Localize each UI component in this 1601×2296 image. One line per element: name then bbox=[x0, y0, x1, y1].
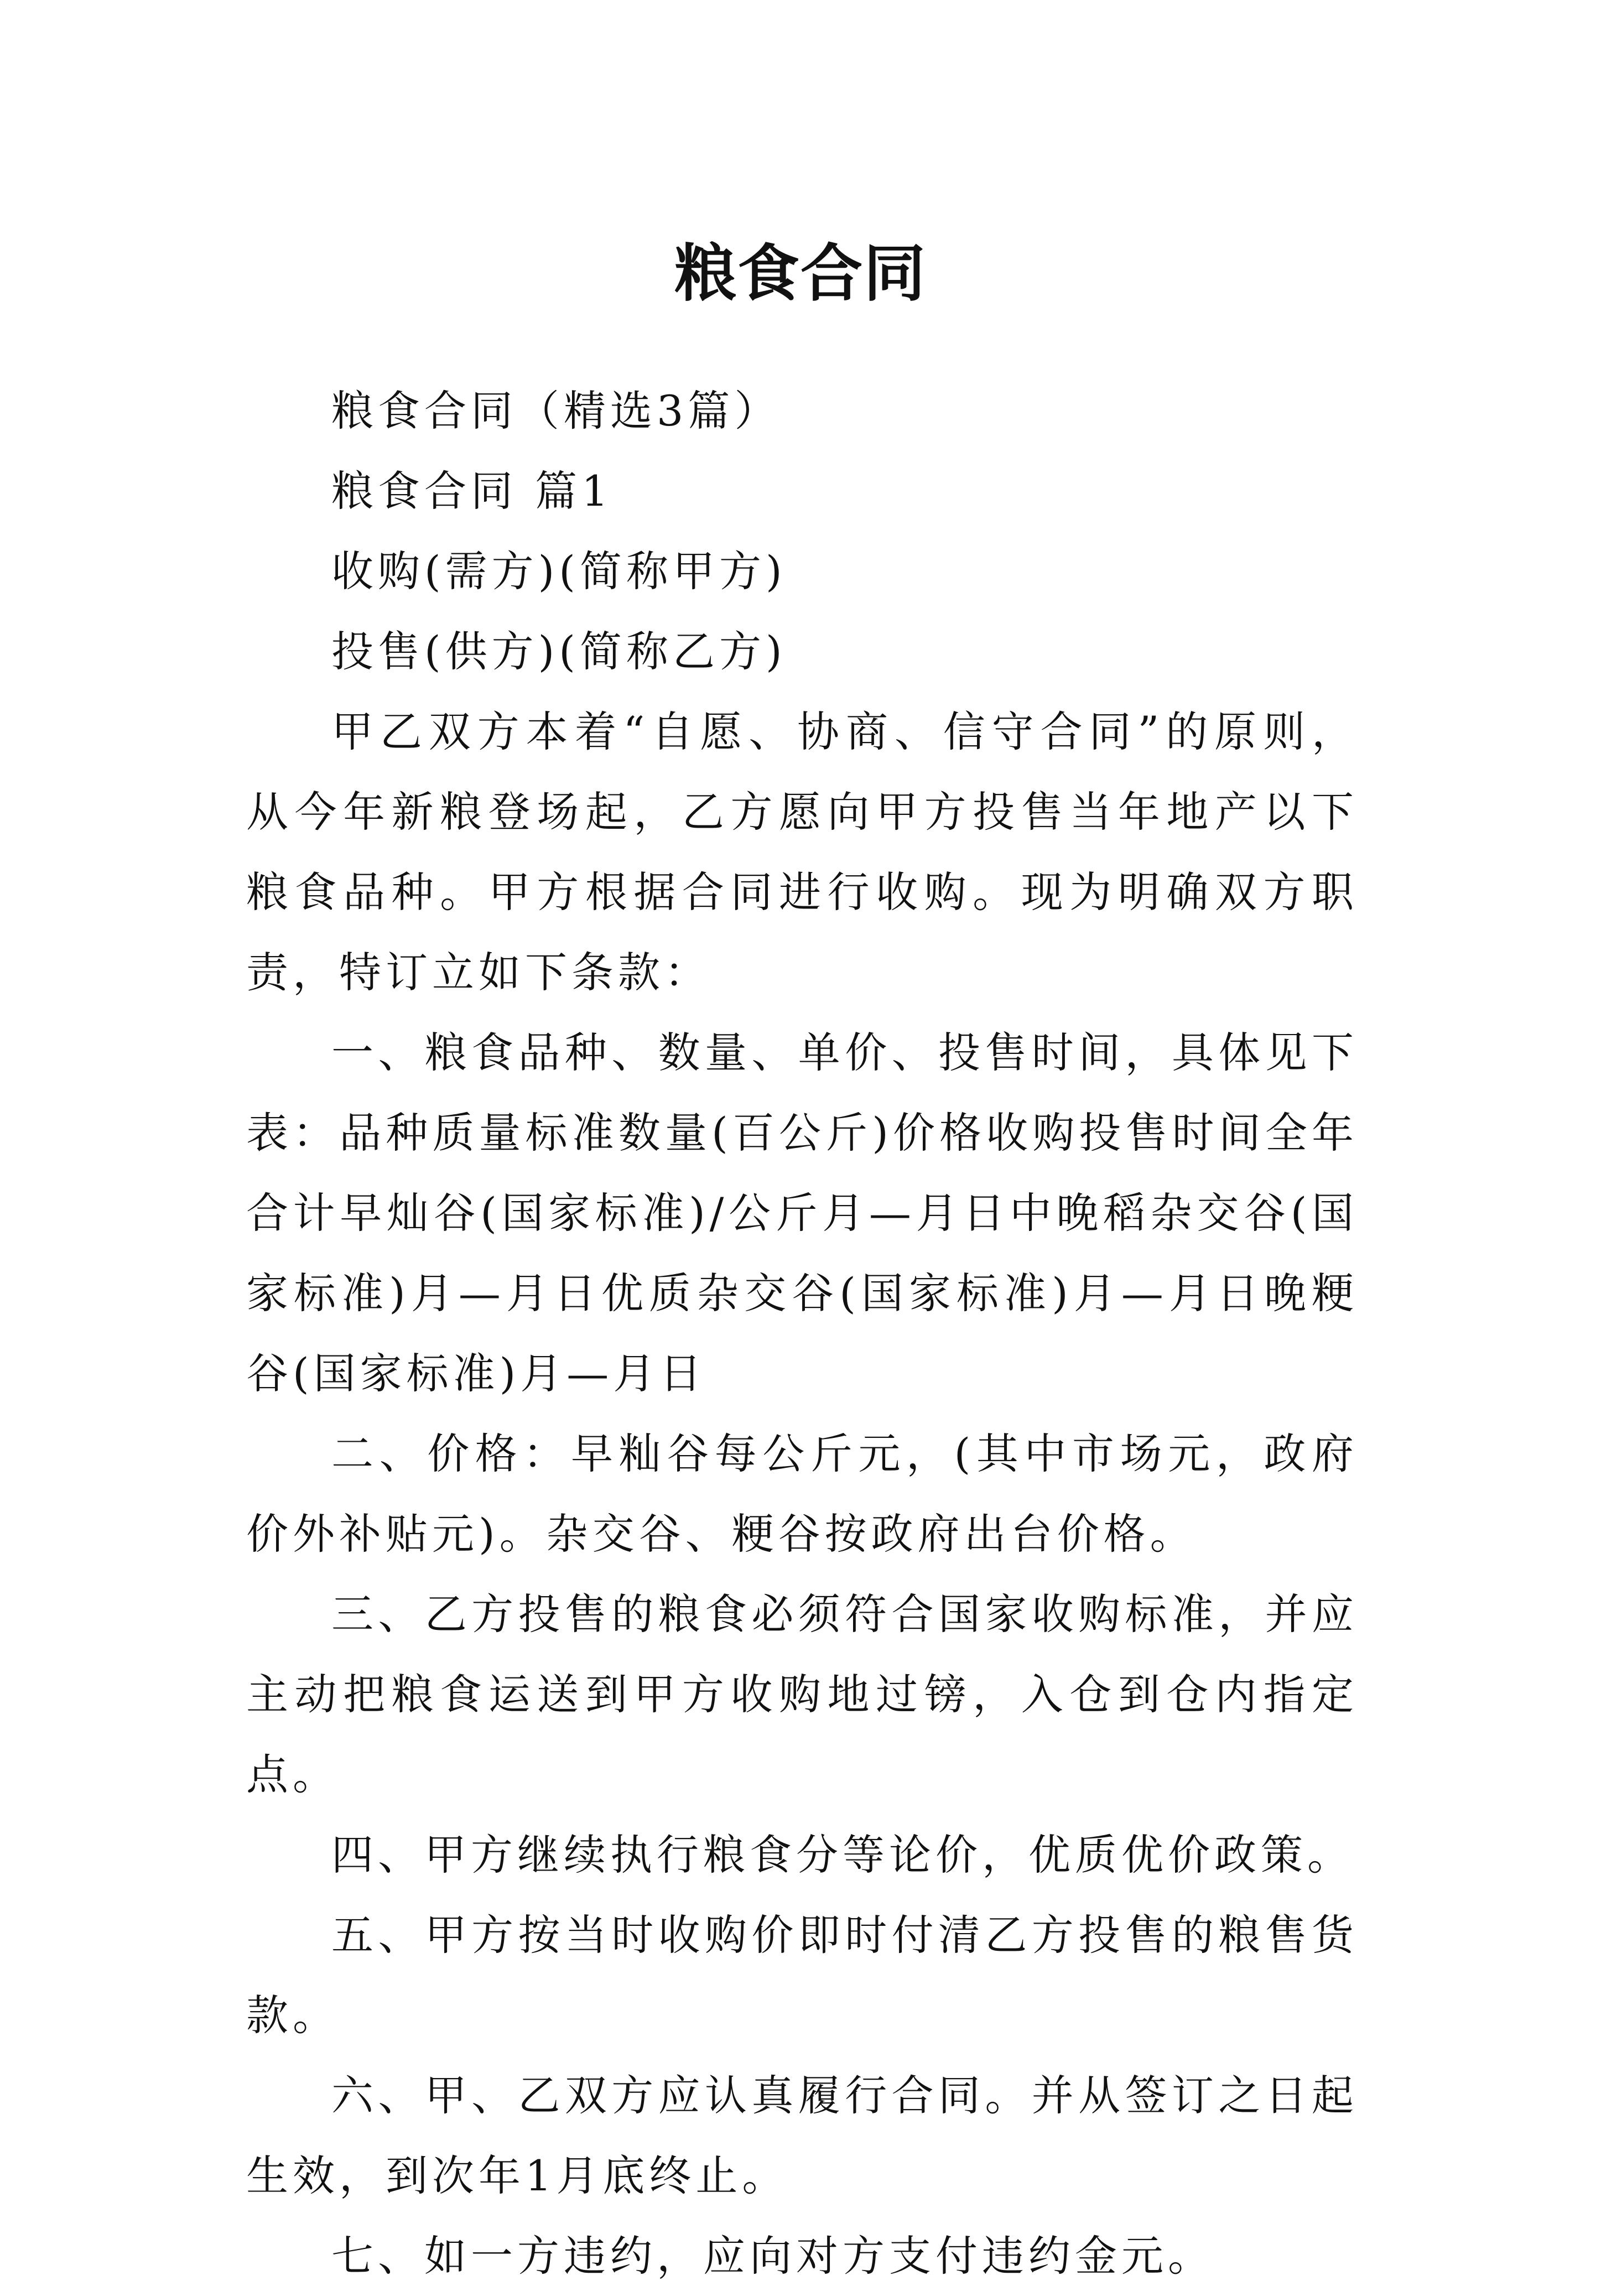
paragraph-clause-5: 五、甲方按当时收购价即时付清乙方投售的粮售货款。 bbox=[246, 1910, 1358, 2040]
document-body bbox=[246, 371, 1358, 2296]
paragraph-clause-1: 一、粮食品种、数量、单价、投售时间，具体见下表：品种质量标准数量(百公斤)价格收购投售时间全年合计早灿谷(国家标准)/公斤月—月日中晚稻杂交谷(国家标准)月—月日优质杂交谷(国家标准)月—月日晚粳谷(国家标准)月—月日 bbox=[246, 1028, 1358, 1398]
paragraph-clause-3: 三、乙方投售的粮食必须符合国家收购标准，并应主动把粮食运送到甲方收购地过镑，入仓到仓内指定点。 bbox=[246, 1589, 1358, 1799]
document-title: 粮食合同 bbox=[674, 237, 927, 310]
paragraph-preamble: 甲乙双方本着“自愿、协商、信守合同”的原则，从今年新粮登场起，乙方愿向甲方投售当年地产以下粮食品种。甲方根据合同进行收购。现为明确双方职责，特订立如下条款： bbox=[246, 707, 1358, 997]
paragraph-party-a: 收购(需方)(简称甲方) bbox=[331, 547, 787, 596]
paragraph-party-b: 投售(供方)(简称乙方) bbox=[331, 627, 787, 676]
paragraph-subtitle: 粮食合同（精选3篇） bbox=[331, 386, 781, 435]
paragraph-clause-4: 四、甲方继续执行粮食分等论价，优质优价政策。 bbox=[331, 1830, 1354, 1879]
paragraph-clause-2: 二、价格：早籼谷每公斤元，(其中市场元，政府价外补贴元)。杂交谷、粳谷按政府出台价格。 bbox=[246, 1429, 1358, 1559]
paragraph-clause-7: 七、如一方违约，应向对方支付违约金元。 bbox=[331, 2231, 1214, 2281]
paragraph-clause-6: 六、甲、乙双方应认真履行合同。并从签订之日起生效，到次年1月底终止。 bbox=[246, 2071, 1358, 2200]
paragraph-section-heading: 粮食合同 篇1 bbox=[331, 466, 613, 516]
